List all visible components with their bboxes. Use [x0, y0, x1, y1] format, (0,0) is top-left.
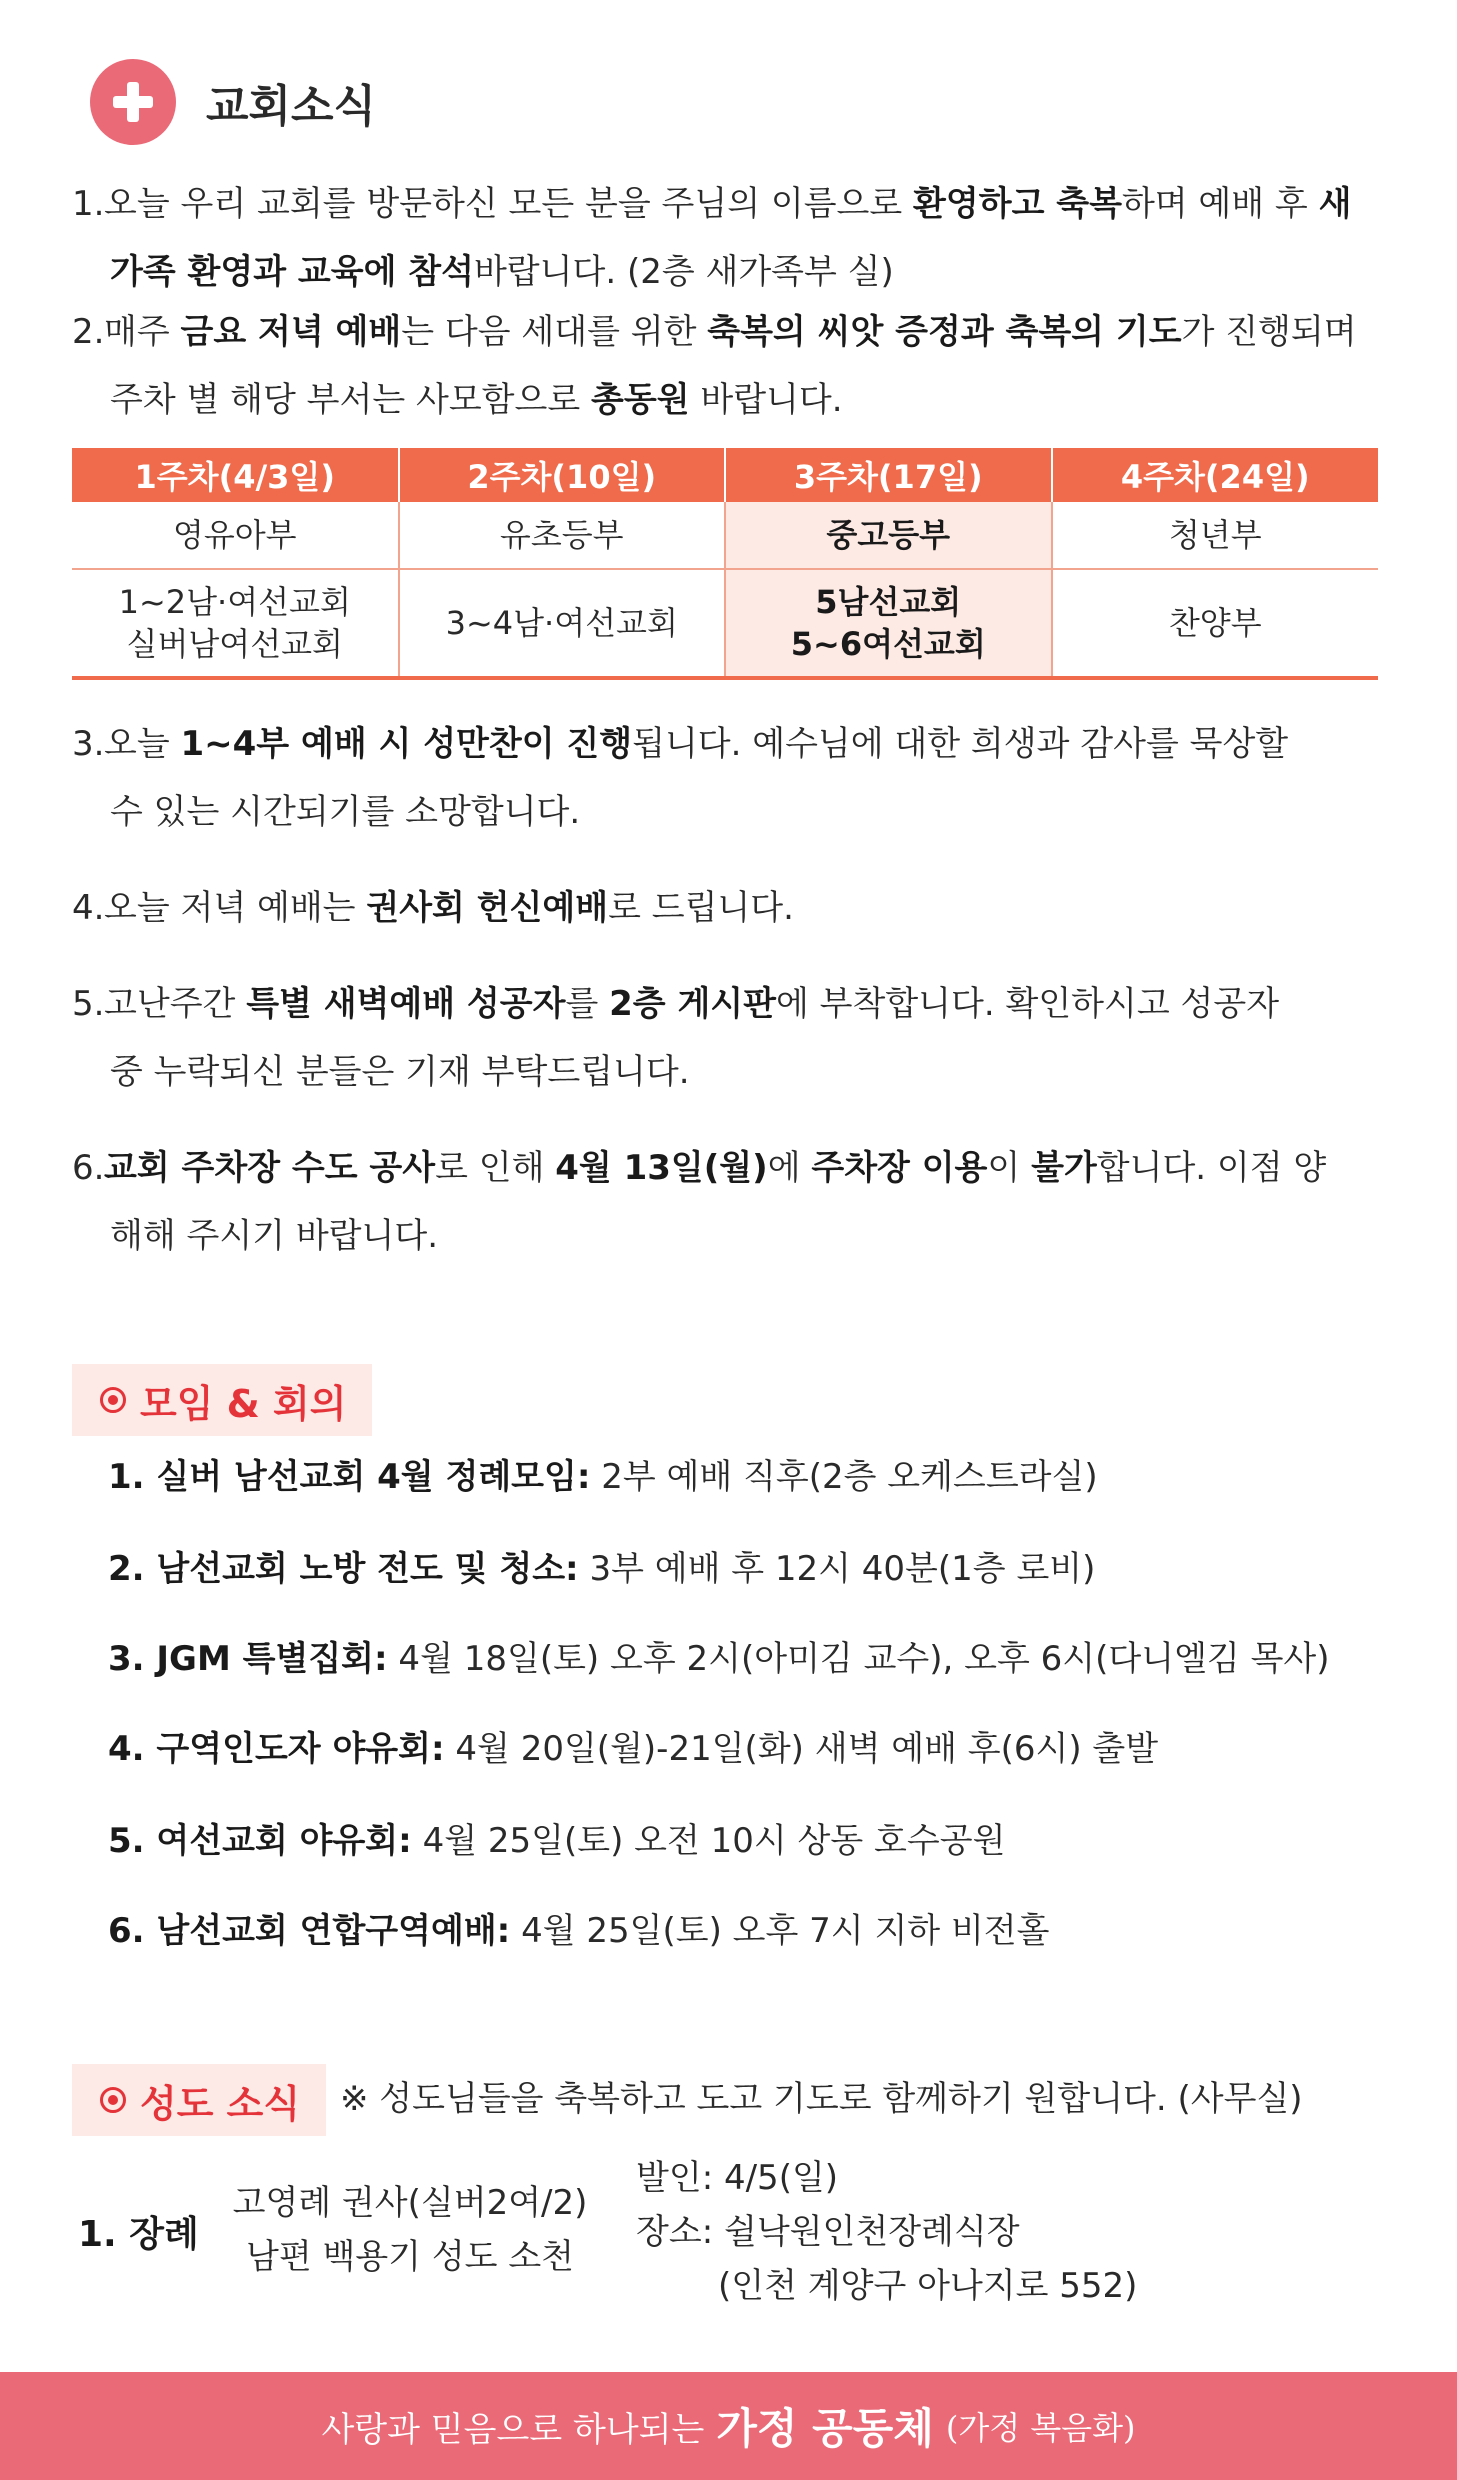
news-item-4 — [72, 874, 1392, 942]
news-item-5 — [72, 970, 1392, 1106]
emphasis-text: 교회 주차장 수도 공사 — [104, 1148, 436, 1188]
meeting-item: 5. 여선교회 야유회: 4월 25일(토) 오전 10시 상동 호수공원 — [108, 1821, 1006, 1861]
body-text: 오늘 우리 교회를 방문하신 모든 분을 주님의 이름으로 — [104, 184, 914, 224]
funeral-address: (인천 계양구 아나지로 552) — [718, 2266, 1138, 2306]
footer-slogan: 가정 공동체 — [716, 2404, 934, 2453]
body-text: 에 — [767, 1148, 812, 1188]
footer-suffix: (가정 복음화) — [945, 2409, 1136, 2447]
body-text: 로 인해 — [435, 1148, 556, 1188]
funeral-label: 1. 장례 — [78, 2214, 199, 2255]
table-row — [72, 569, 1378, 678]
page-title: 교회소식 — [206, 81, 377, 132]
body-text: 합니다. 이점 양 — [1096, 1148, 1327, 1188]
emphasis-text: 4월 13일(월) — [555, 1148, 768, 1188]
body-text: 를 — [565, 984, 610, 1024]
emphasis-text: 환영하고 축복 — [913, 184, 1122, 224]
meetings-title: 모임 & 회의 — [140, 1381, 347, 1426]
body-text: 로 드립니다. — [608, 888, 794, 928]
emphasis-text: 금요 저녁 예배 — [180, 312, 402, 352]
body-text: 이 — [987, 1148, 1032, 1188]
footer-banner — [0, 2372, 1457, 2480]
table-cell: 찬양부 — [1052, 569, 1379, 678]
table-header: 4주차(24일) — [1052, 448, 1379, 502]
news-line — [72, 238, 1392, 306]
news-line — [72, 1038, 1392, 1106]
emphasis-text: 주차장 이용 — [811, 1148, 988, 1188]
funeral-date: 발인: 4/5(일) — [636, 2158, 839, 2198]
table-cell-highlight: 5남선교회 5~6여선교회 — [725, 569, 1052, 678]
body-text: 주차 별 해당 부서는 사모함으로 — [110, 380, 592, 420]
news-item-2 — [72, 298, 1392, 434]
news-line: 2.매주 금요 저녁 예배는 다음 세대를 위한 축복의 씨앗 증정과 축복의 기도가 진행되며 — [72, 312, 1357, 352]
news-line — [72, 1202, 1392, 1270]
meeting-item: 1. 실버 남선교회 4월 정례모임: 2부 예배 직후(2층 오케스트라실) — [108, 1457, 1098, 1497]
emphasis-text: 새 — [1318, 184, 1352, 224]
body-text: 에 부착합니다. 확인하시고 성공자 — [776, 984, 1280, 1024]
weekly-schedule-table — [72, 448, 1378, 680]
emphasis-text: 특별 새벽예배 성공자 — [246, 984, 566, 1024]
emphasis-text: 가족 환영과 교육에 참석 — [110, 252, 474, 292]
table-cell: 3~4남·여선교회 — [399, 569, 726, 678]
news-line: 1.오늘 우리 교회를 방문하신 모든 분을 주님의 이름으로 환영하고 축복하며 예배 후 새 — [72, 184, 1352, 224]
news-line: 6.교회 주차장 수도 공사로 인해 4월 13일(월)에 주차장 이용이 불가합니다. 이점 양 — [72, 1148, 1327, 1188]
meeting-item: 2. 남선교회 노방 전도 및 청소: 3부 예배 후 12시 40분(1층 로비) — [108, 1549, 1096, 1589]
news-item-6 — [72, 1134, 1392, 1270]
funeral-name: 고영례 권사(실버2여/2) 남편 백용기 성도 소천 — [232, 2183, 588, 2277]
table-header: 1주차(4/3일) — [72, 448, 399, 502]
body-text: 하며 예배 후 — [1121, 184, 1319, 224]
body-text: 수 있는 시간되기를 소망합니다. — [110, 792, 581, 832]
body-text: 바랍니다. (2층 새가족부 실) — [473, 252, 894, 292]
body-text: 해해 주시기 바랍니다. — [110, 1216, 439, 1256]
news-line — [72, 778, 1392, 846]
emphasis-text: 축복의 씨앗 증정과 축복의 기도 — [707, 312, 1182, 352]
target-bullet-icon — [100, 2087, 126, 2113]
table-row — [72, 502, 1378, 569]
cross-icon — [90, 59, 176, 145]
target-bullet-icon — [100, 1387, 126, 1413]
body-text: 고난주간 — [104, 984, 247, 1024]
funeral-place: 장소: 쉴낙원인천장례식장 — [636, 2212, 1020, 2252]
members-section-tag — [72, 2064, 326, 2136]
table-cell-highlight: 중고등부 — [725, 502, 1052, 569]
news-item-3 — [72, 710, 1392, 846]
emphasis-text: 총동원 — [591, 380, 690, 420]
table-cell: 유초등부 — [399, 502, 726, 569]
emphasis-text: 불가 — [1031, 1148, 1097, 1188]
meeting-item: 6. 남선교회 연합구역예배: 4월 25일(토) 오후 7시 지하 비전홀 — [108, 1911, 1050, 1951]
news-line: 5.고난주간 특별 새벽예배 성공자를 2층 게시판에 부착합니다. 확인하시고 성공자 — [72, 984, 1280, 1024]
table-header-row — [72, 448, 1378, 502]
table-cell: 영유아부 — [72, 502, 399, 569]
emphasis-text: 1~4부 예배 시 성만찬이 진행 — [180, 724, 633, 764]
table-header: 3주차(17일) — [725, 448, 1052, 502]
table-header: 2주차(10일) — [399, 448, 726, 502]
body-text: 오늘 저녁 예배는 — [104, 888, 367, 928]
news-line — [72, 366, 1392, 434]
table-cell: 1~2남·여선교회 실버남여선교회 — [72, 569, 399, 678]
footer-prefix: 사랑과 믿음으로 하나되는 — [321, 2409, 705, 2450]
body-text: 중 누락되신 분들은 기재 부탁드립니다. — [110, 1052, 690, 1092]
body-text: 매주 — [104, 312, 181, 352]
meetings-section-tag — [72, 1364, 372, 1436]
church-news-header — [90, 62, 376, 142]
members-note: ※ 성도님들을 축복하고 도고 기도로 함께하기 원합니다. (사무실) — [340, 2079, 1303, 2119]
emphasis-text: 권사회 헌신예배 — [366, 888, 609, 928]
members-title: 성도 소식 — [140, 2081, 301, 2126]
body-text: 는 다음 세대를 위한 — [401, 312, 708, 352]
body-text: 바랍니다. — [689, 380, 843, 420]
emphasis-text: 2층 게시판 — [609, 984, 776, 1024]
news-line: 4.오늘 저녁 예배는 권사회 헌신예배로 드립니다. — [72, 888, 794, 928]
body-text: 됩니다. 예수님에 대한 희생과 감사를 묵상할 — [632, 724, 1289, 764]
news-line: 3.오늘 1~4부 예배 시 성만찬이 진행됩니다. 예수님에 대한 희생과 감사를 묵상할 — [72, 724, 1289, 764]
news-item-1 — [72, 170, 1392, 306]
table-cell: 청년부 — [1052, 502, 1379, 569]
body-text: 오늘 — [104, 724, 181, 764]
body-text: 가 진행되며 — [1181, 312, 1357, 352]
meeting-item: 4. 구역인도자 야유회: 4월 20일(월)-21일(화) 새벽 예배 후(6시) 출발 — [108, 1729, 1159, 1769]
meeting-item: 3. JGM 특별집회: 4월 18일(토) 오후 2시(아미김 교수), 오후 6시(다니엘김 목사) — [108, 1639, 1330, 1679]
